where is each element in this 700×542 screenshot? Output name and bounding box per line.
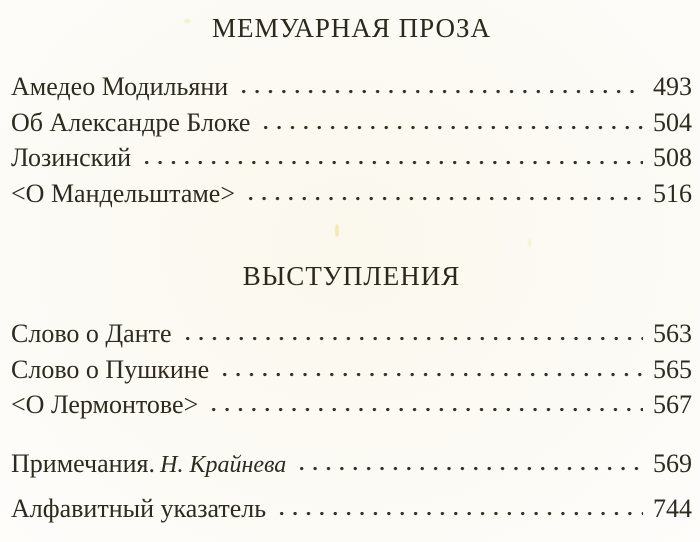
dot-leader — [259, 126, 643, 131]
toc-entry-title: Амедео Модильяни — [11, 72, 229, 101]
dot-leader — [140, 161, 643, 166]
dot-leader — [244, 197, 643, 202]
toc-entry-title: Слово о Данте — [11, 319, 172, 348]
dot-leader — [218, 373, 643, 378]
toc-entry-page: 516 — [653, 178, 692, 208]
scan-speck — [335, 224, 339, 237]
toc-entry-author-italic: Н. Крайнева — [160, 451, 287, 478]
dot-leader — [237, 90, 643, 95]
toc-entry-title: Об Александре Блоке — [11, 107, 251, 137]
toc-entry — [11, 105, 692, 141]
toc-entry-page: 567 — [653, 390, 692, 419]
toc-entry — [11, 69, 692, 105]
dot-leader — [207, 408, 643, 413]
toc-entry-title: <О Мандельштаме> — [11, 178, 236, 208]
toc-entry-page: 504 — [653, 107, 692, 137]
section-heading-speeches: ВЫСТУПЛЕНИЯ — [242, 261, 461, 291]
toc-entry-title: Лозинский — [11, 143, 132, 172]
toc-entry-page: 565 — [653, 354, 692, 384]
toc-entry — [11, 316, 692, 352]
toc-entry — [11, 352, 692, 388]
scan-speck — [528, 239, 531, 247]
toc-entry-title: Примечания. Н. Крайнева — [11, 448, 287, 478]
dot-leader — [295, 467, 643, 472]
toc-entry-alphabetical-index — [11, 491, 692, 527]
toc-entry-title: <О Лермонтове> — [11, 390, 199, 419]
toc-entry-page: 744 — [653, 494, 692, 523]
toc-entry-page: 508 — [653, 143, 692, 172]
toc-entry — [11, 140, 692, 176]
dot-leader — [181, 337, 643, 342]
toc-entry-page: 493 — [653, 72, 692, 101]
toc-entry-page: 569 — [653, 448, 692, 478]
section-heading-memoir-prose: МЕМУАРНАЯ ПРОЗА — [211, 13, 492, 43]
toc-entry-page: 563 — [653, 319, 692, 348]
dot-leader — [275, 512, 643, 517]
toc-entry — [11, 387, 692, 423]
toc-entry-notes — [11, 446, 692, 482]
toc-entry — [11, 176, 692, 212]
toc-entry-title: Алфавитный указатель — [11, 494, 267, 523]
toc-entry-title: Слово о Пушкине — [11, 354, 210, 384]
